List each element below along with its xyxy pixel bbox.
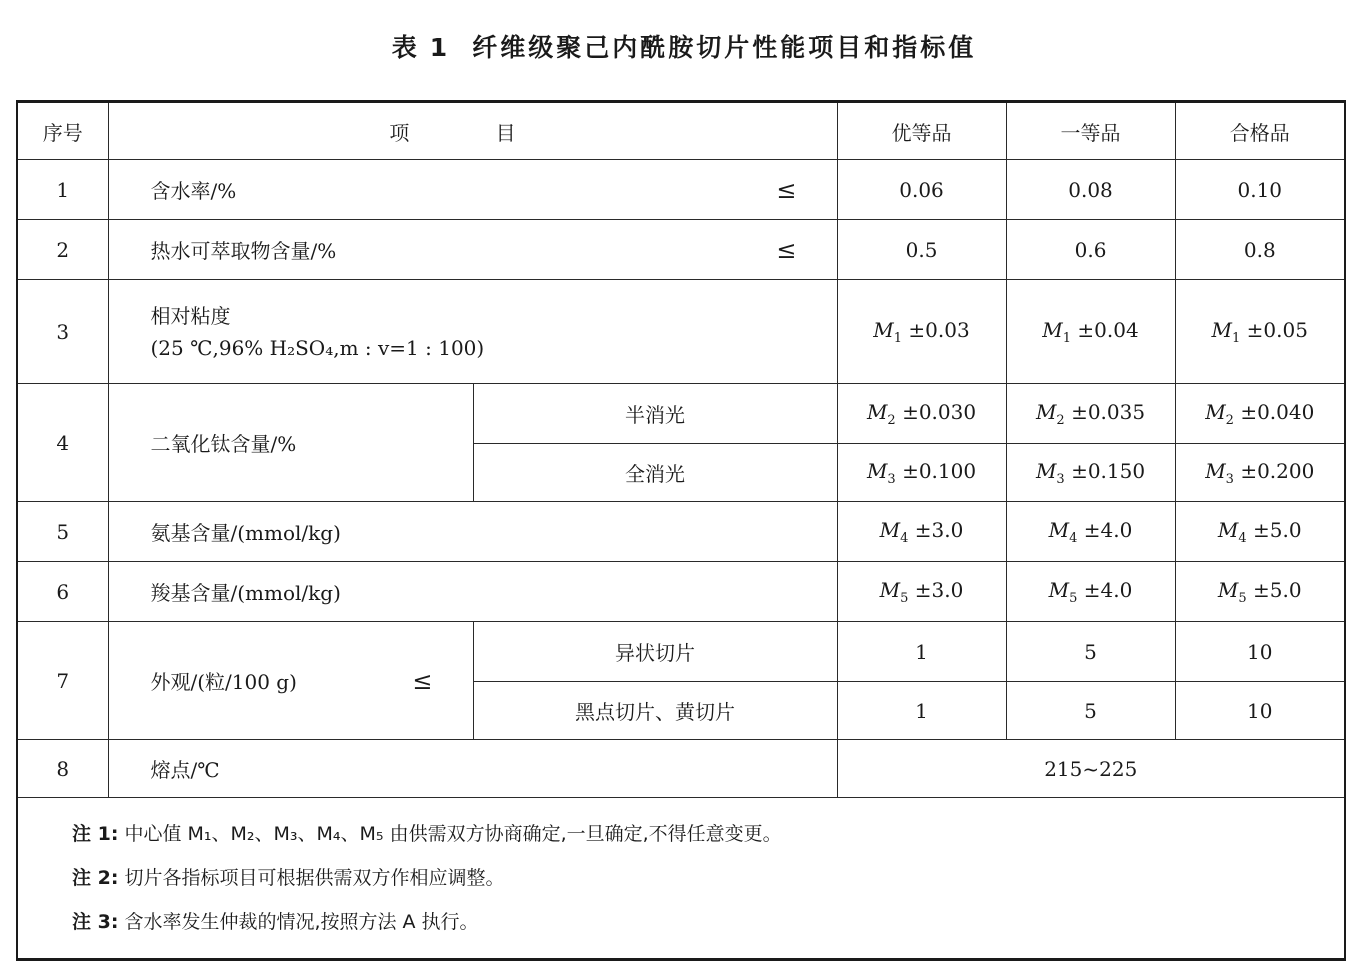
title-text: 纤维级聚己内酰胺切片性能项目和指标值	[472, 33, 977, 62]
value-cell: 1	[837, 682, 1006, 740]
spec-table	[16, 100, 1346, 961]
header-seq: 序号	[17, 102, 108, 160]
table-row	[17, 280, 1345, 384]
row-seq: 2	[17, 220, 108, 280]
item-label: 热水可萃取物含量/%	[150, 239, 337, 263]
value-cell: 0.08	[1006, 160, 1175, 220]
value-cell: 0.6	[1006, 220, 1175, 280]
value-cell: 0.06	[837, 160, 1006, 220]
le-symbol: ≤	[776, 175, 797, 204]
value-cell: 5	[1006, 682, 1175, 740]
value-cell: 0.10	[1175, 160, 1345, 220]
row-seq: 1	[17, 160, 108, 220]
value-cell: 1	[837, 622, 1006, 682]
note-2: 注 2: 切片各指标项目可根据供需双方作相应调整。	[72, 867, 505, 889]
value-cell: 10	[1175, 622, 1345, 682]
value-cell: $M_4 \pm 4.0$	[1006, 502, 1175, 562]
row-seq: 3	[17, 280, 108, 384]
value-cell: 5	[1006, 622, 1175, 682]
title-number: 1	[429, 33, 451, 62]
row-seq: 6	[17, 562, 108, 622]
le-symbol: ≤	[412, 666, 433, 695]
row-seq: 5	[17, 502, 108, 562]
table-row	[17, 622, 1345, 682]
value-cell: 215~225	[837, 740, 1345, 798]
value-cell: $M_3 \pm 0.200$	[1175, 444, 1345, 502]
notes-cell	[17, 798, 1345, 960]
table-row	[17, 740, 1345, 798]
value-cell: $M_4 \pm 3.0$	[837, 502, 1006, 562]
item-label: 二氧化钛含量/%	[108, 384, 473, 502]
value-cell: $M_2 \pm 0.040$	[1175, 384, 1345, 444]
row-seq: 4	[17, 384, 108, 502]
sub-item-label: 黑点切片、黄切片	[473, 682, 837, 740]
sub-item-label: 半消光	[473, 384, 837, 444]
value-cell: $M_5 \pm 4.0$	[1006, 562, 1175, 622]
le-symbol: ≤	[776, 235, 797, 264]
item-label: 熔点/℃	[108, 740, 837, 798]
value-cell: $M_5 \pm 5.0$	[1175, 562, 1345, 622]
item-label: 氨基含量/(mmol/kg)	[108, 502, 837, 562]
item-label: 外观/(粒/100 g)	[150, 670, 297, 694]
value-cell: 10	[1175, 682, 1345, 740]
row-item	[108, 160, 837, 220]
value-cell: $M_2 \pm 0.030$	[837, 384, 1006, 444]
row-seq: 8	[17, 740, 108, 798]
value-cell: $M_1 \pm 0.03$	[837, 280, 1006, 384]
notes-row	[17, 798, 1345, 960]
value-cell: $M_3 \pm 0.100$	[837, 444, 1006, 502]
item-label: 含水率/%	[150, 179, 237, 203]
table-row	[17, 502, 1345, 562]
note-1: 注 1: 中心值 M₁、M₂、M₃、M₄、M₅ 由供需双方协商确定,一旦确定,不得任意变更。	[72, 823, 782, 845]
value-cell: $M_1 \pm 0.05$	[1175, 280, 1345, 384]
header-grade-2: 一等品	[1006, 102, 1175, 160]
row-item	[108, 622, 473, 740]
table-row	[17, 384, 1345, 444]
header-item: 项 目	[108, 102, 837, 160]
row-seq: 7	[17, 622, 108, 740]
row-item	[108, 280, 837, 384]
value-cell: 0.5	[837, 220, 1006, 280]
value-cell: $M_3 \pm 0.150$	[1006, 444, 1175, 502]
value-cell: $M_1 \pm 0.04$	[1006, 280, 1175, 384]
item-label: 相对粘度	[150, 303, 231, 328]
header-grade-1: 优等品	[837, 102, 1006, 160]
header-grade-3: 合格品	[1175, 102, 1345, 160]
table-title	[0, 28, 1368, 64]
item-condition: (25 ℃,96% H₂SO₄,m : v=1 : 100)	[150, 335, 485, 360]
item-label: 羧基含量/(mmol/kg)	[108, 562, 837, 622]
value-cell: $M_2 \pm 0.035$	[1006, 384, 1175, 444]
value-cell: $M_5 \pm 3.0$	[837, 562, 1006, 622]
header-row	[17, 102, 1345, 160]
sub-item-label: 异状切片	[473, 622, 837, 682]
note-3: 注 3: 含水率发生仲裁的情况,按照方法 A 执行。	[72, 911, 479, 933]
value-cell: 0.8	[1175, 220, 1345, 280]
value-cell: $M_4 \pm 5.0$	[1175, 502, 1345, 562]
sub-item-label: 全消光	[473, 444, 837, 502]
table-row	[17, 220, 1345, 280]
title-prefix: 表	[391, 33, 420, 62]
table-row	[17, 562, 1345, 622]
table-row	[17, 160, 1345, 220]
row-item	[108, 220, 837, 280]
